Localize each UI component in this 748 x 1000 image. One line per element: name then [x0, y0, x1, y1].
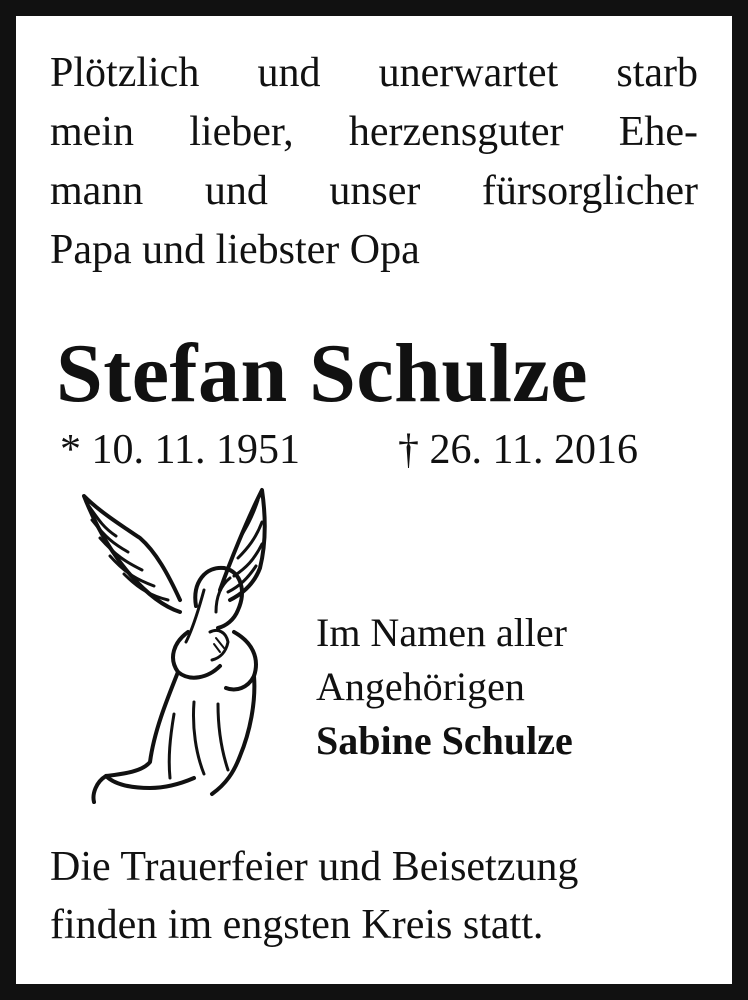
intro-line: Papa und liebster Opa: [50, 227, 420, 273]
death-date: † 26. 11. 2016: [398, 427, 638, 473]
intro-line: mein lieber, herzensguter Ehe-: [50, 109, 698, 155]
closing-line: Die Trauerfeier und Beisetzung: [50, 844, 579, 890]
relatives-line: Im Namen aller: [316, 610, 567, 655]
intro-text: [50, 44, 698, 280]
relatives-signature: [316, 606, 716, 768]
praying-angel-icon: [70, 482, 280, 812]
deceased-name: Stefan Schulze: [56, 327, 588, 420]
relative-name: Sabine Schulze: [316, 718, 573, 763]
relatives-line: Angehörigen: [316, 664, 525, 709]
birth-date: * 10. 11. 1951: [60, 427, 300, 473]
intro-line: mann und unser fürsorglicher: [50, 168, 698, 214]
intro-line: Plötzlich und unerwartet starb: [50, 50, 698, 96]
closing-text: [50, 838, 698, 954]
closing-line: finden im engsten Kreis statt.: [50, 902, 544, 948]
